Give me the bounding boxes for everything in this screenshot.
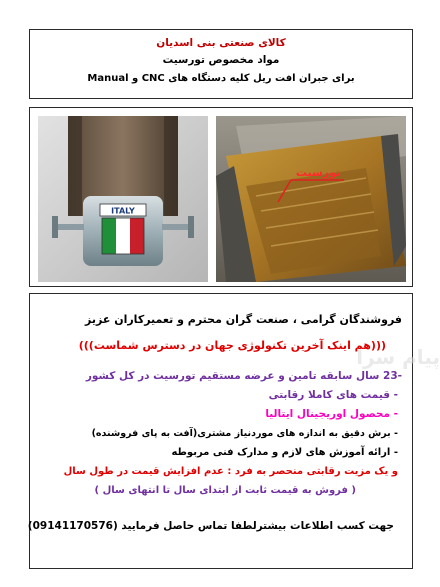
point-prices: - قیمت های کاملا رقابتی — [268, 389, 398, 401]
image-box — [29, 107, 413, 287]
product-roll-photo — [38, 116, 208, 282]
product-description: برای جبران افت ریل کلیه دستگاه های CNC و Manual — [87, 73, 355, 84]
point-original: - محصول اوریجینال ایتالیا — [265, 408, 398, 420]
product-roll-drawing — [38, 116, 208, 282]
watermark: پیام سرا — [356, 345, 440, 369]
italy-badge-text: ITALY — [111, 206, 135, 216]
point-cutting: - برش دقیق به اندازه های موردنیاز مشتری(آفت به پای فروشنده) — [91, 428, 398, 439]
product-subtitle: مواد مخصوص تورسیت — [162, 54, 280, 66]
tagline-line: (((هم اینک آخرین تکنولوژی جهان در دسترس شماست))) — [78, 339, 386, 352]
point-advantage: و یک مزیت رقابتی منحصر به فرد : عدم افزایش قیمت در طول سال — [63, 466, 398, 477]
point-training: - ارائه آموزش های لازم و مدارک فنی مربوطه — [171, 447, 398, 458]
machine-bed-drawing — [216, 116, 406, 282]
company-title: کالای صنعتی بنی اسدیان — [156, 37, 286, 49]
body-box — [29, 293, 413, 569]
machine-bed-photo — [216, 116, 406, 282]
header-box — [29, 29, 413, 99]
point-fixed-price: ( فروش به قیمت ثابت از ابتدای سال تا انتهای سال ) — [94, 485, 356, 496]
contact-line: جهت کسب اطلاعات بیشترلطفا تماس حاصل فرمایید (09141170576) — [27, 520, 394, 532]
turcite-label: تورسیت — [295, 166, 341, 179]
point-experience: -23 سال سابقه تامین و عرضه مستقیم تورسیت در کل کشور — [85, 370, 402, 382]
greeting-line: فروشندگان گرامی ، صنعت گران محترم و تعمیرکاران عزیز — [85, 313, 402, 326]
